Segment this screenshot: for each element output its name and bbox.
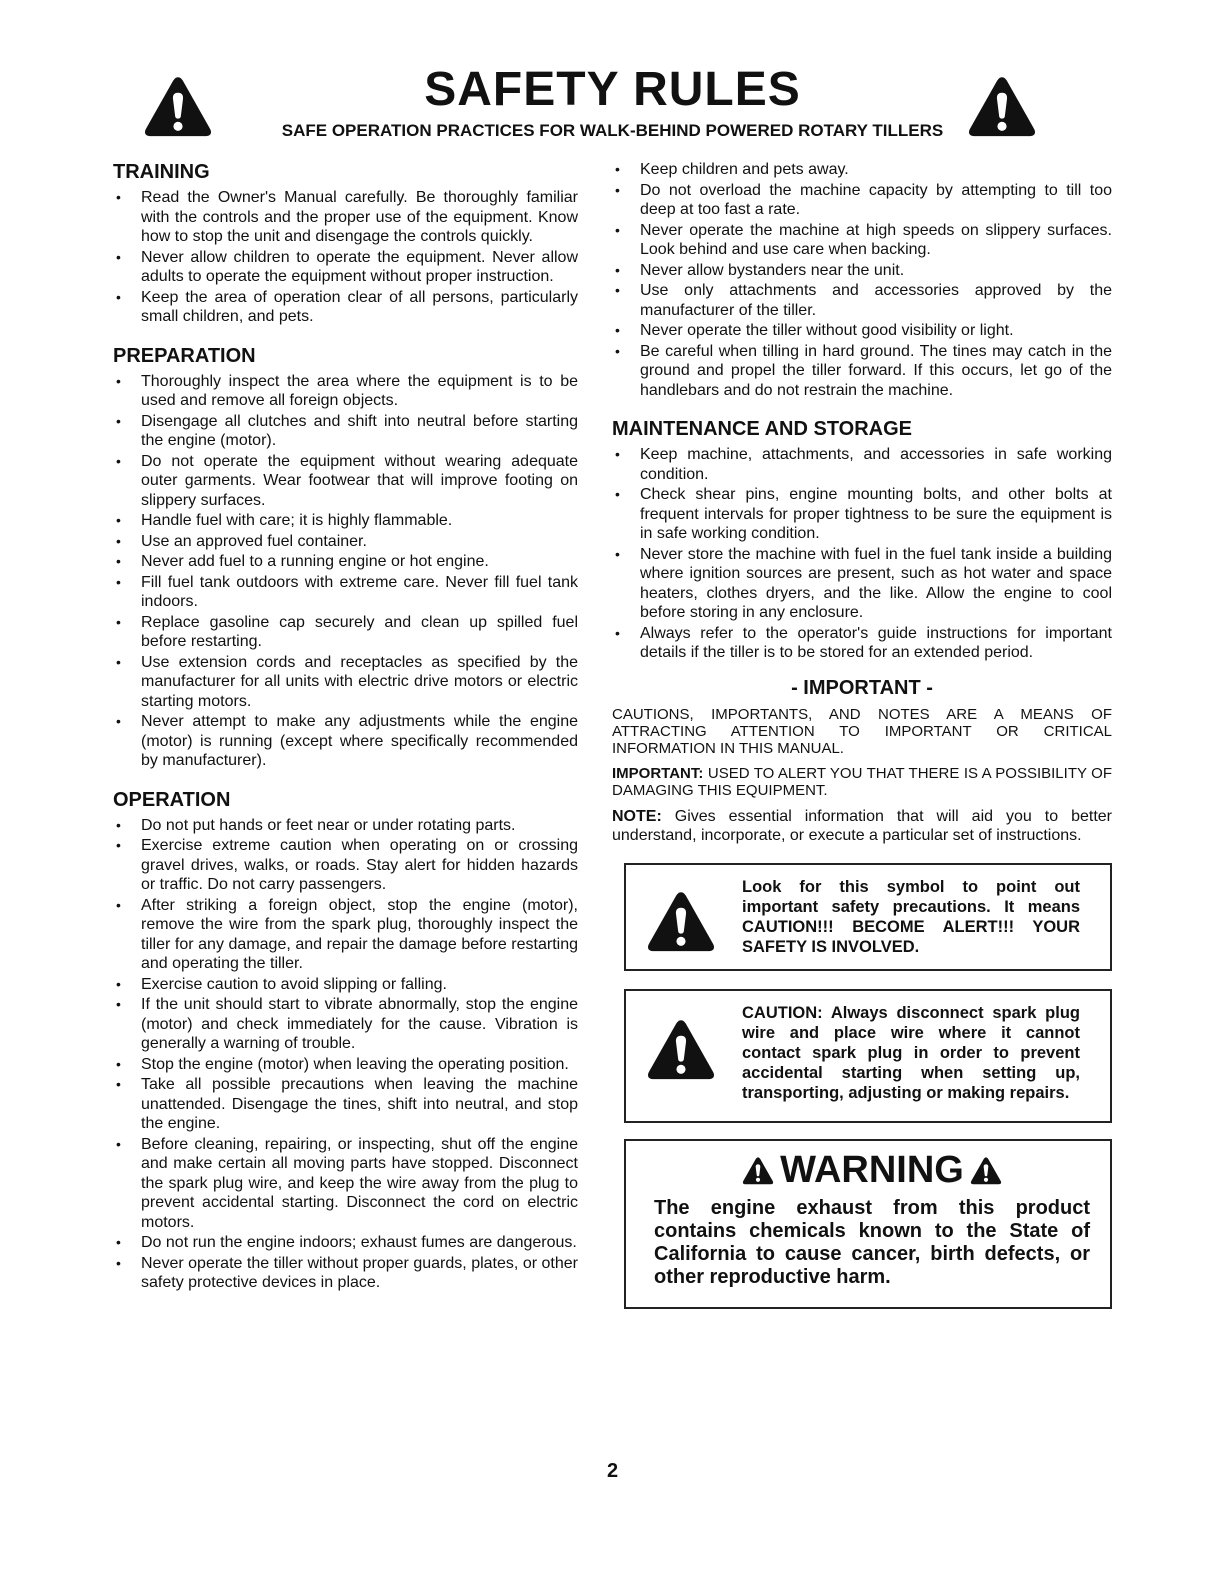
list-item: • Be careful when tilling in hard ground. The tines may catch in the ground and propel the tiller forward. If this occurs, let go of the handlebars and do not restrain the machine. [612, 342, 1112, 401]
list-item: • Use only attachments and accessories approved by the manufacturer of the tiller. [612, 281, 1112, 320]
list-item: • Always refer to the operator's guide instructions for important details if the tiller is to be stored for an extended period. [612, 624, 1112, 663]
page-header [0, 0, 1225, 150]
safety-symbol-box [624, 863, 1112, 971]
list-item: • Exercise caution to avoid slipping or falling. [113, 975, 578, 995]
list-item: • Before cleaning, repairing, or inspecting, shut off the engine and make certain all moving parts have stopped. Disconnect the spark plug wire, and keep the wire away from the plug to prevent accidental starting. Disconnect the cord on electric motors. [113, 1135, 578, 1233]
safety-symbol-text: Look for this symbol to point out important safety precautions. It means CAUTION!!! BECOME ALERT!!! YOUR SAFETY IS INVOLVED. [742, 877, 1080, 956]
list-item: • Use an approved fuel container. [113, 532, 578, 552]
list-item: • Never operate the machine at high speeds on slippery surfaces. Look behind and use care when backing. [612, 221, 1112, 260]
note-label: NOTE: [612, 807, 662, 825]
warning-heading [654, 1149, 1090, 1191]
list-item: • Never attempt to make any adjustments while the engine (motor) is running (except where specifically recommended by manufacturer). [113, 712, 578, 771]
list-item: • Use extension cords and receptacles as specified by the manufacturer for all units with electric drive motors or electric starting motors. [113, 653, 578, 712]
caution-box [624, 989, 1112, 1123]
list-item: • After striking a foreign object, stop the engine (motor), remove the wire from the spark plug, thoroughly inspect the tiller for any damage, and repair the damage before restarting and operating the tiller. [113, 896, 578, 974]
list-item: • Fill fuel tank outdoors with extreme care. Never fill fuel tank indoors. [113, 573, 578, 612]
list-item: • Do not run the engine indoors; exhaust fumes are dangerous. [113, 1233, 578, 1253]
list-item: • Do not put hands or feet near or under rotating parts. [113, 816, 578, 836]
list-item: • Disengage all clutches and shift into neutral before starting the engine (motor). [113, 412, 578, 451]
list-item: • Keep the area of operation clear of all persons, particularly small children, and pets. [113, 288, 578, 327]
important-definition [612, 765, 1112, 799]
list-item: • Do not operate the equipment without wearing adequate outer garments. Wear footwear that will improve footing on slippery surfaces. [113, 452, 578, 511]
important-label: IMPORTANT: [612, 764, 704, 782]
list-item: • Never operate the tiller without proper guards, plates, or other safety protective devices in place. [113, 1254, 578, 1293]
page-subtitle: SAFE OPERATION PRACTICES FOR WALK-BEHIND POWERED ROTARY TILLERS [281, 121, 944, 140]
caution-triangle-icon [742, 1156, 774, 1185]
section-operation [113, 788, 578, 1293]
warning-text: The engine exhaust from this product contains chemicals known to the State of California to cause cancer, birth defects, or other reproductive harm. [654, 1196, 1090, 1288]
page-number: 2 [606, 1460, 619, 1482]
list-item: • Never add fuel to a running engine or hot engine. [113, 552, 578, 572]
caution-triangle-icon [646, 889, 716, 953]
section-heading: PREPARATION [113, 344, 256, 367]
list-item: • Never allow children to operate the equipment. Never allow adults to operate the equipment without proper instruction. [113, 248, 578, 287]
caution-text: CAUTION: Always disconnect spark plug wire and place wire where it cannot contact spark plug in order to prevent accidental starting when setting up, transporting, adjusting or making repairs. [742, 1003, 1080, 1102]
bullet-list [612, 445, 1112, 663]
important-heading: - IMPORTANT - [791, 676, 933, 699]
section-heading: OPERATION [113, 788, 231, 811]
list-item: • Never operate the tiller without good visibility or light. [612, 321, 1112, 341]
list-item: • Exercise extreme caution when operating on or crossing gravel drives, walks, or roads. Stay alert for hidden hazards or traffic. Do not carry passengers. [113, 836, 578, 895]
note-definition-text: Gives essential information that will aid you to better understand, incorporate, or execute a particular set of instructions. [612, 807, 1112, 844]
list-item: • Check shear pins, engine mounting bolts, and other bolts at frequent intervals for proper tightness to be sure the equipment is in safe working condition. [612, 485, 1112, 544]
list-item: • Take all possible precautions when leaving the machine unattended. Disengage the tines, shift into neutral, and stop the engine. [113, 1075, 578, 1134]
bullet-list [113, 188, 578, 327]
caution-triangle-icon [646, 1017, 716, 1081]
note-definition [612, 807, 1112, 845]
section-training [113, 160, 578, 327]
list-item: • Handle fuel with care; it is highly flammable. [113, 511, 578, 531]
warning-title: WARNING [780, 1148, 964, 1191]
important-definition-text: USED TO ALERT YOU THAT THERE IS A POSSIBILITY OF DAMAGING THIS EQUIPMENT. [612, 764, 1112, 799]
list-item: • Never store the machine with fuel in the fuel tank inside a building where ignition sources are present, such as hot water and space heaters, clothes dryers, and the like. Allow the engine to cool before storing in any enclosure. [612, 545, 1112, 623]
list-item: • Keep children and pets away. [612, 160, 1112, 180]
list-item: • Do not overload the machine capacity by attempting to till too deep at too fast a rate. [612, 181, 1112, 220]
list-item: • Keep machine, attachments, and accessories in safe working condition. [612, 445, 1112, 484]
section-heading: MAINTENANCE AND STORAGE [612, 418, 913, 440]
page-title: SAFETY RULES [424, 63, 801, 116]
section-important [612, 677, 1112, 845]
list-item: • Never allow bystanders near the unit. [612, 261, 1112, 281]
section-heading: TRAINING [113, 161, 210, 183]
warning-box [624, 1139, 1112, 1309]
list-item: • If the unit should start to vibrate abnormally, stop the engine (motor) and check immediately for the cause. Vibration is generally a warning of trouble. [113, 995, 578, 1054]
left-column [113, 160, 578, 1294]
caution-triangle-icon [967, 74, 1037, 138]
section-preparation [113, 344, 578, 771]
list-item: • Stop the engine (motor) when leaving the operating position. [113, 1055, 578, 1075]
caution-triangle-icon [970, 1156, 1002, 1185]
list-item: • Thoroughly inspect the area where the equipment is to be used and remove all foreign objects. [113, 372, 578, 411]
list-item: • Read the Owner's Manual carefully. Be thoroughly familiar with the controls and the proper use of the equipment. Know how to stop the unit and disengage the controls quickly. [113, 188, 578, 247]
important-intro: CAUTIONS, IMPORTANTS, AND NOTES ARE A MEANS OF ATTRACTING ATTENTION TO IMPORTANT OR CRITICAL INFORMATION IN THIS MANUAL. [612, 705, 1112, 757]
section-maintenance [612, 417, 1112, 663]
right-column [612, 160, 1112, 1309]
bullet-list [113, 816, 578, 1293]
bullet-list [113, 372, 578, 771]
list-item: • Replace gasoline cap securely and clean up spilled fuel before restarting. [113, 613, 578, 652]
bullet-list-operation-continued [612, 160, 1112, 400]
